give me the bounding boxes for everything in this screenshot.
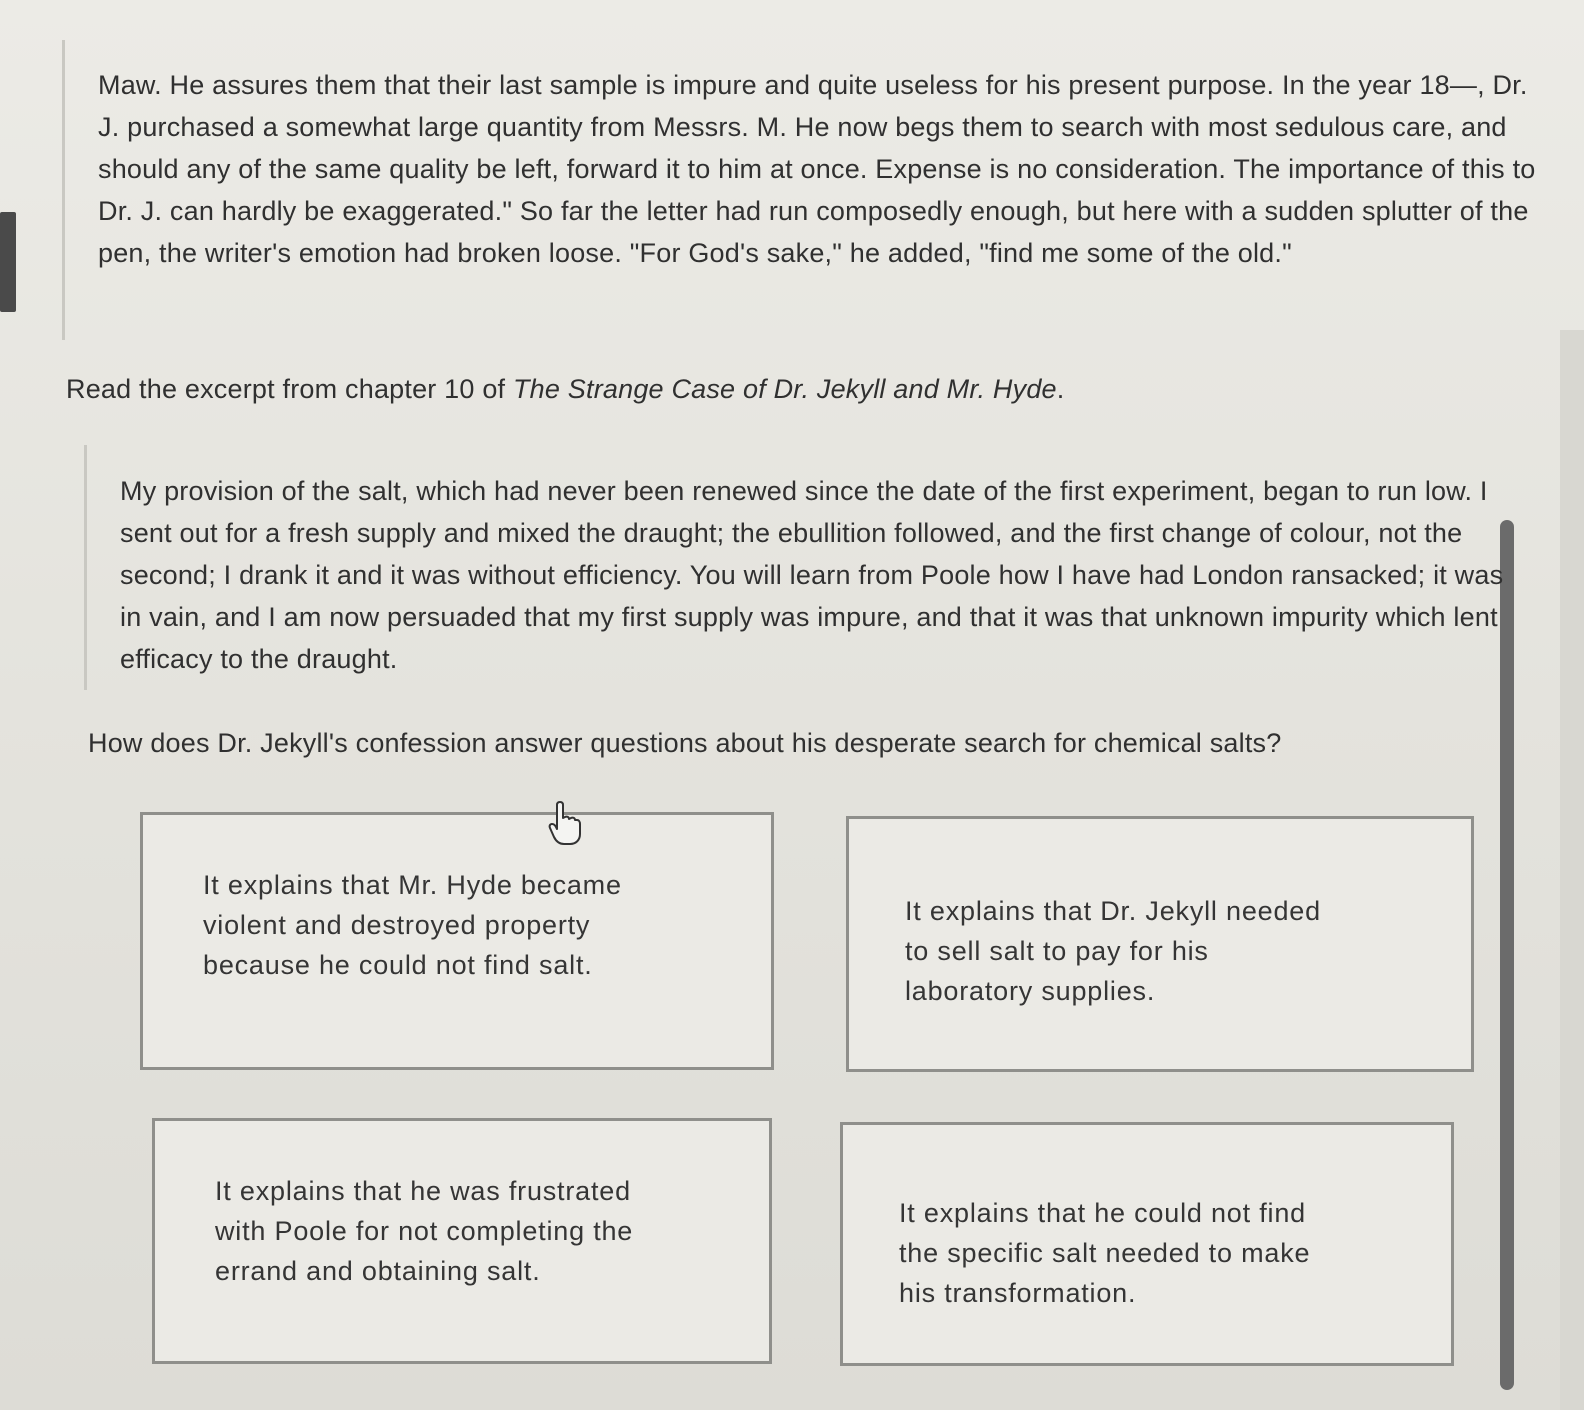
quote-rule-excerpt <box>84 445 87 690</box>
answer-label: It explains that he was frustrated with Poole for not completing the errand and obtaining salt. <box>215 1176 634 1286</box>
instruction-suffix: . <box>1056 374 1065 404</box>
answer-label: It explains that he could not find the specific salt needed to make his transformation. <box>899 1198 1311 1308</box>
excerpt-passage: My provision of the salt, which had never been renewed since the date of the first experiment, began to run low. I sent out for a fresh supply and mixed the draught; the ebullition followed, and the first change of colour, not the second; I drank it and it was without efficiency. You will learn from Poole how I have had London ransacked; it was in vain, and I am now persuaded that my first supply was impure, and that it was that unknown impurity which lent efficacy to the draught. <box>120 476 1504 674</box>
passage-continued: Maw. He assures them that their last sample is impure and quite useless for his present purpose. In the year 18—, Dr. J. purchased a somewhat large quantity from Messrs. M. He now begs them to search with most sedulous care, and should any of the same quality be left, forward it to him at once. Expense is no consideration. The importance of this to Dr. J. can hardly be exaggerated." So far the letter had run composedly enough, but here with a sudden splutter of the pen, the writer's emotion had broken loose. "For God's sake," he added, "find me some of the old." <box>98 70 1536 268</box>
answer-label: It explains that Mr. Hyde became violent and destroyed property because he could not find salt. <box>203 870 622 980</box>
hand-pointer-icon <box>548 800 582 846</box>
answer-label: It explains that Dr. Jekyll needed to sell salt to pay for his laboratory supplies. <box>905 896 1321 1006</box>
answer-option-d[interactable] <box>840 1122 1454 1366</box>
answer-option-a[interactable] <box>140 812 774 1070</box>
instruction-prefix: Read the excerpt from chapter 10 of <box>66 374 513 404</box>
quote-rule-top <box>62 40 65 340</box>
answer-option-c[interactable] <box>152 1118 772 1364</box>
scrollbar-track[interactable] <box>1560 330 1584 1410</box>
answer-option-b[interactable] <box>846 816 1474 1072</box>
book-title: The Strange Case of Dr. Jekyll and Mr. Hyde <box>512 374 1057 404</box>
instruction-text <box>66 368 1506 410</box>
left-scroll-indicator <box>0 212 16 312</box>
question-text: How does Dr. Jekyll's confession answer questions about his desperate search for chemical salts? <box>88 728 1282 758</box>
